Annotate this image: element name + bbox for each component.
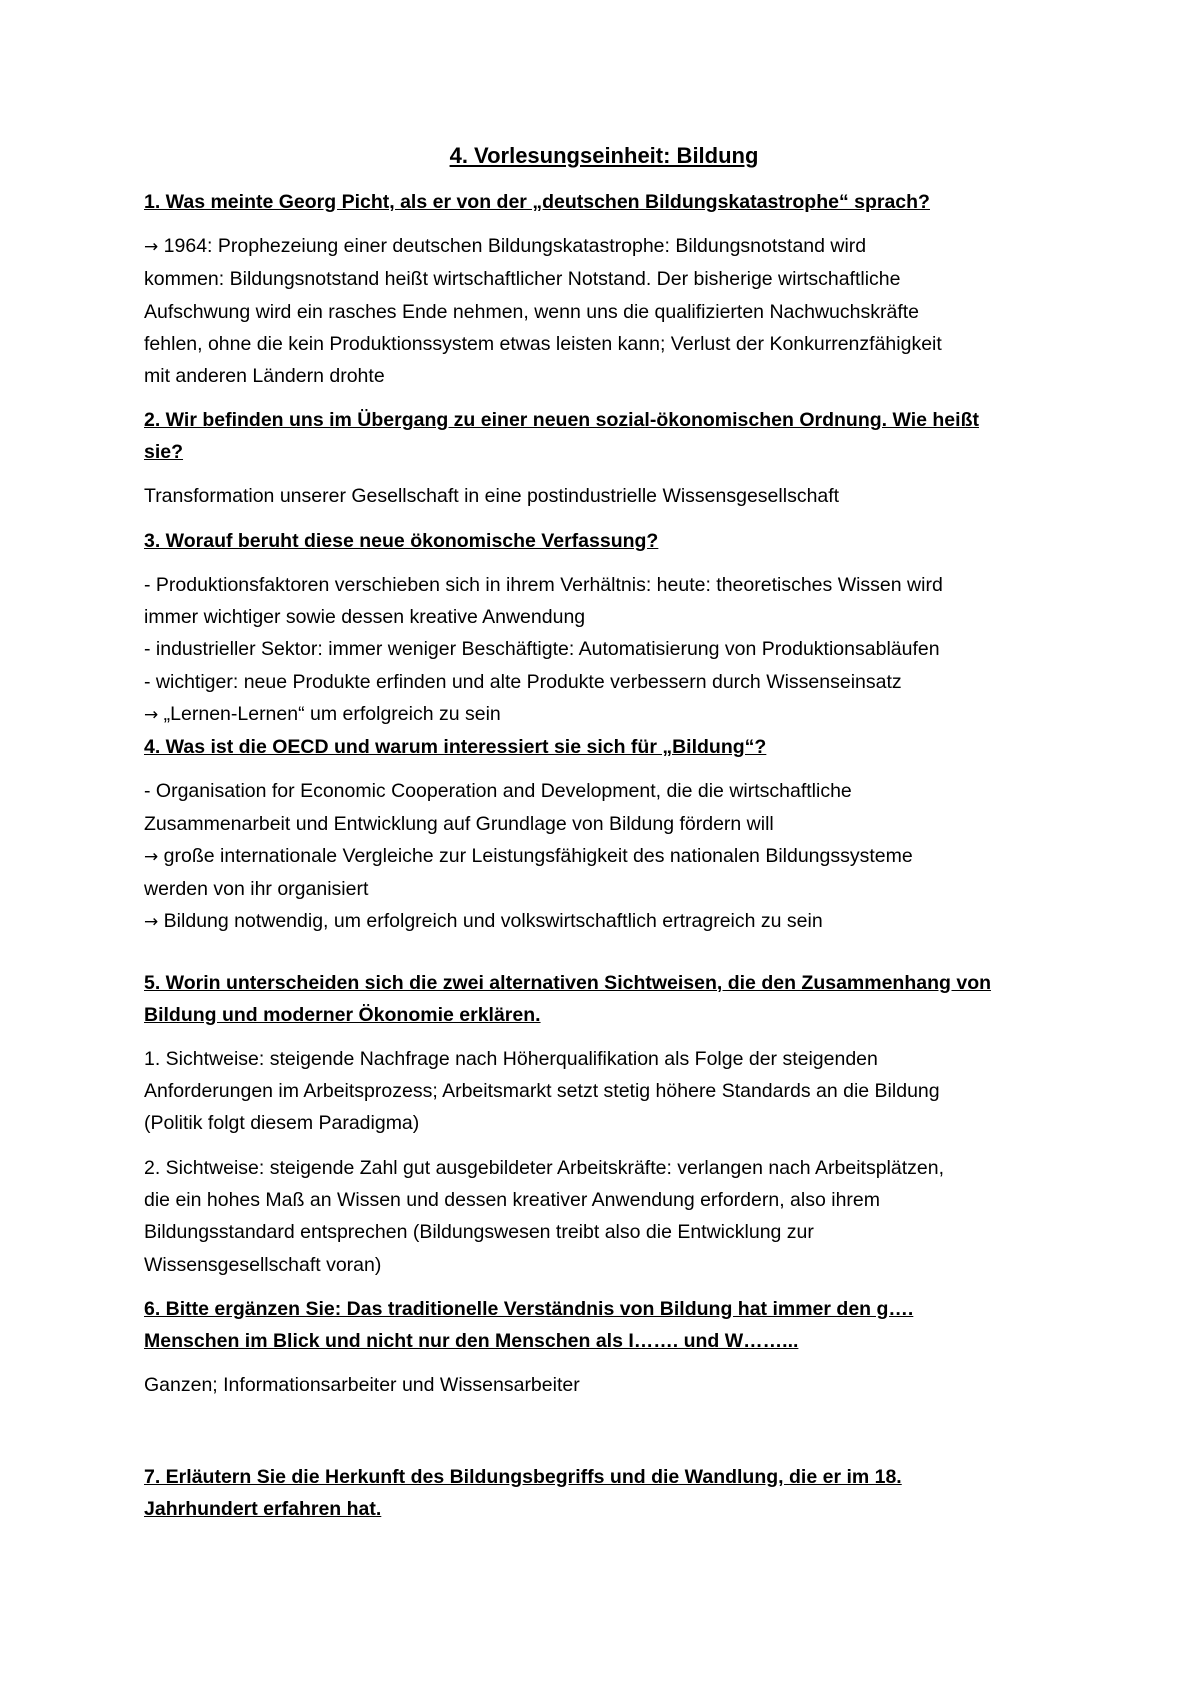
answer-5-line: Wissensgesellschaft voran) [144, 1253, 382, 1276]
answer-4-line: Zusammenarbeit und Entwicklung auf Grundlage von Bildung fördern will [144, 812, 774, 835]
spacer [144, 1413, 1064, 1461]
question-1: 1. Was meinte Georg Picht, als er von der „deutschen Bildungskatastrophe“ sprach? [144, 191, 930, 213]
question-5 [144, 967, 1064, 1031]
answer-6: Ganzen; Informationsarbeiter und Wissensarbeiter [144, 1373, 580, 1396]
answer-3-arrow-text: „Lernen-Lernen“ um erfolgreich zu sein [163, 702, 501, 725]
question-4: 4. Was ist die OECD und warum interessiert sie sich für „Bildung“? [144, 736, 767, 759]
answer-4-line [144, 840, 1064, 873]
answer-1 [144, 230, 1064, 392]
answer-2: Transformation unserer Gesellschaft in eine postindustrielle Wissensgesellschaft [144, 485, 840, 508]
question-7 [144, 1461, 1064, 1525]
arrow-icon: → [144, 846, 159, 867]
question-5-line: Bildung und moderner Ökonomie erklären. [144, 1003, 541, 1026]
answer-4-line: werden von ihr organisiert [144, 878, 369, 901]
answer-3 [144, 569, 1064, 731]
question-2 [144, 404, 1064, 468]
answer-1-line: fehlen, ohne die kein Produktionssystem etwas leisten kann; Verlust der Konkurrenzfähigkeit [144, 332, 942, 355]
answer-1-line: kommen: Bildungsnotstand heißt wirtschaftlicher Notstand. Der bisherige wirtschaftliche [144, 268, 901, 291]
arrow-icon: → [144, 237, 159, 257]
question-2-line: 2. Wir befinden uns im Übergang zu einer neuen sozial-ökonomischen Ordnung. Wie heißt [144, 409, 979, 432]
answer-4-arrow-text: Bildung notwendig, um erfolgreich und volkswirtschaftlich ertragreich zu sein [163, 910, 823, 933]
question-5-line: 5. Worin unterscheiden sich die zwei alternativen Sichtweisen, die den Zusammenhang von [144, 971, 992, 994]
answer-4-arrow-text: große internationale Vergleiche zur Leistungsfähigkeit des nationalen Bildungssysteme [163, 844, 913, 867]
answer-5-view-1 [144, 1043, 1064, 1140]
question-3: 3. Worauf beruht diese neue ökonomische Verfassung? [144, 529, 659, 552]
answer-5-line: Bildungsstandard entsprechen (Bildungswesen treibt also die Entwicklung zur [144, 1221, 814, 1244]
answer-3-line: - Produktionsfaktoren verschieben sich in ihrem Verhältnis: heute: theoretisches Wissen wird [144, 573, 943, 596]
document-page [144, 140, 1064, 1537]
arrow-icon: → [144, 912, 159, 933]
answer-1-line: Aufschwung wird ein rasches Ende nehmen, wenn uns die qualifizierten Nachwuchskräfte [144, 300, 920, 323]
answer-4 [144, 775, 1064, 938]
answer-5-line: Anforderungen im Arbeitsprozess; Arbeitsmarkt setzt stetig höhere Standards an die Bildung [144, 1080, 940, 1103]
question-6 [144, 1293, 1064, 1357]
answer-5-view-2 [144, 1152, 1064, 1281]
question-2-line: sie? [144, 441, 184, 464]
answer-1-text: 1964: Prophezeiung einer deutschen Bildungskatastrophe: Bildungsnotstand wird [163, 235, 867, 257]
answer-5-line: 2. Sichtweise: steigende Zahl gut ausgebildeter Arbeitskräfte: verlangen nach Arbeitsplätzen, [144, 1156, 944, 1179]
answer-3-line: immer wichtiger sowie dessen kreative Anwendung [144, 606, 586, 629]
question-7-line: Jahrhundert erfahren hat. [144, 1498, 382, 1521]
answer-1-line [144, 230, 1064, 263]
answer-4-line [144, 905, 1064, 938]
answer-1-line: mit anderen Ländern drohte [144, 365, 385, 388]
question-7-line: 7. Erläutern Sie die Herkunft des Bildungsbegriffs und die Wandlung, die er im 18. [144, 1466, 902, 1489]
question-6-line: Menschen im Blick und nicht nur den Menschen als I……. und W……... [144, 1329, 799, 1352]
document-title: 4. Vorlesungseinheit: Bildung [449, 143, 759, 168]
answer-5-line: die ein hohes Maß an Wissen und dessen kreativer Anwendung erfordern, also ihrem [144, 1188, 880, 1211]
question-6-line: 6. Bitte ergänzen Sie: Das traditionelle Verständnis von Bildung hat immer den g…. [144, 1297, 914, 1320]
arrow-icon: → [144, 704, 159, 725]
answer-3-line [144, 698, 1064, 731]
answer-5-line: (Politik folgt diesem Paradigma) [144, 1112, 420, 1135]
answer-3-line: - industrieller Sektor: immer weniger Beschäftigte: Automatisierung von Produktionsabläufen [144, 638, 940, 661]
answer-5-line: 1. Sichtweise: steigende Nachfrage nach Höherqualifikation als Folge der steigenden [144, 1047, 878, 1070]
answer-4-line: - Organisation for Economic Cooperation and Development, die die wirtschaftliche [144, 780, 852, 803]
spacer [144, 951, 1064, 967]
answer-3-line: - wichtiger: neue Produkte erfinden und alte Produkte verbessern durch Wissenseinsatz [144, 670, 902, 693]
